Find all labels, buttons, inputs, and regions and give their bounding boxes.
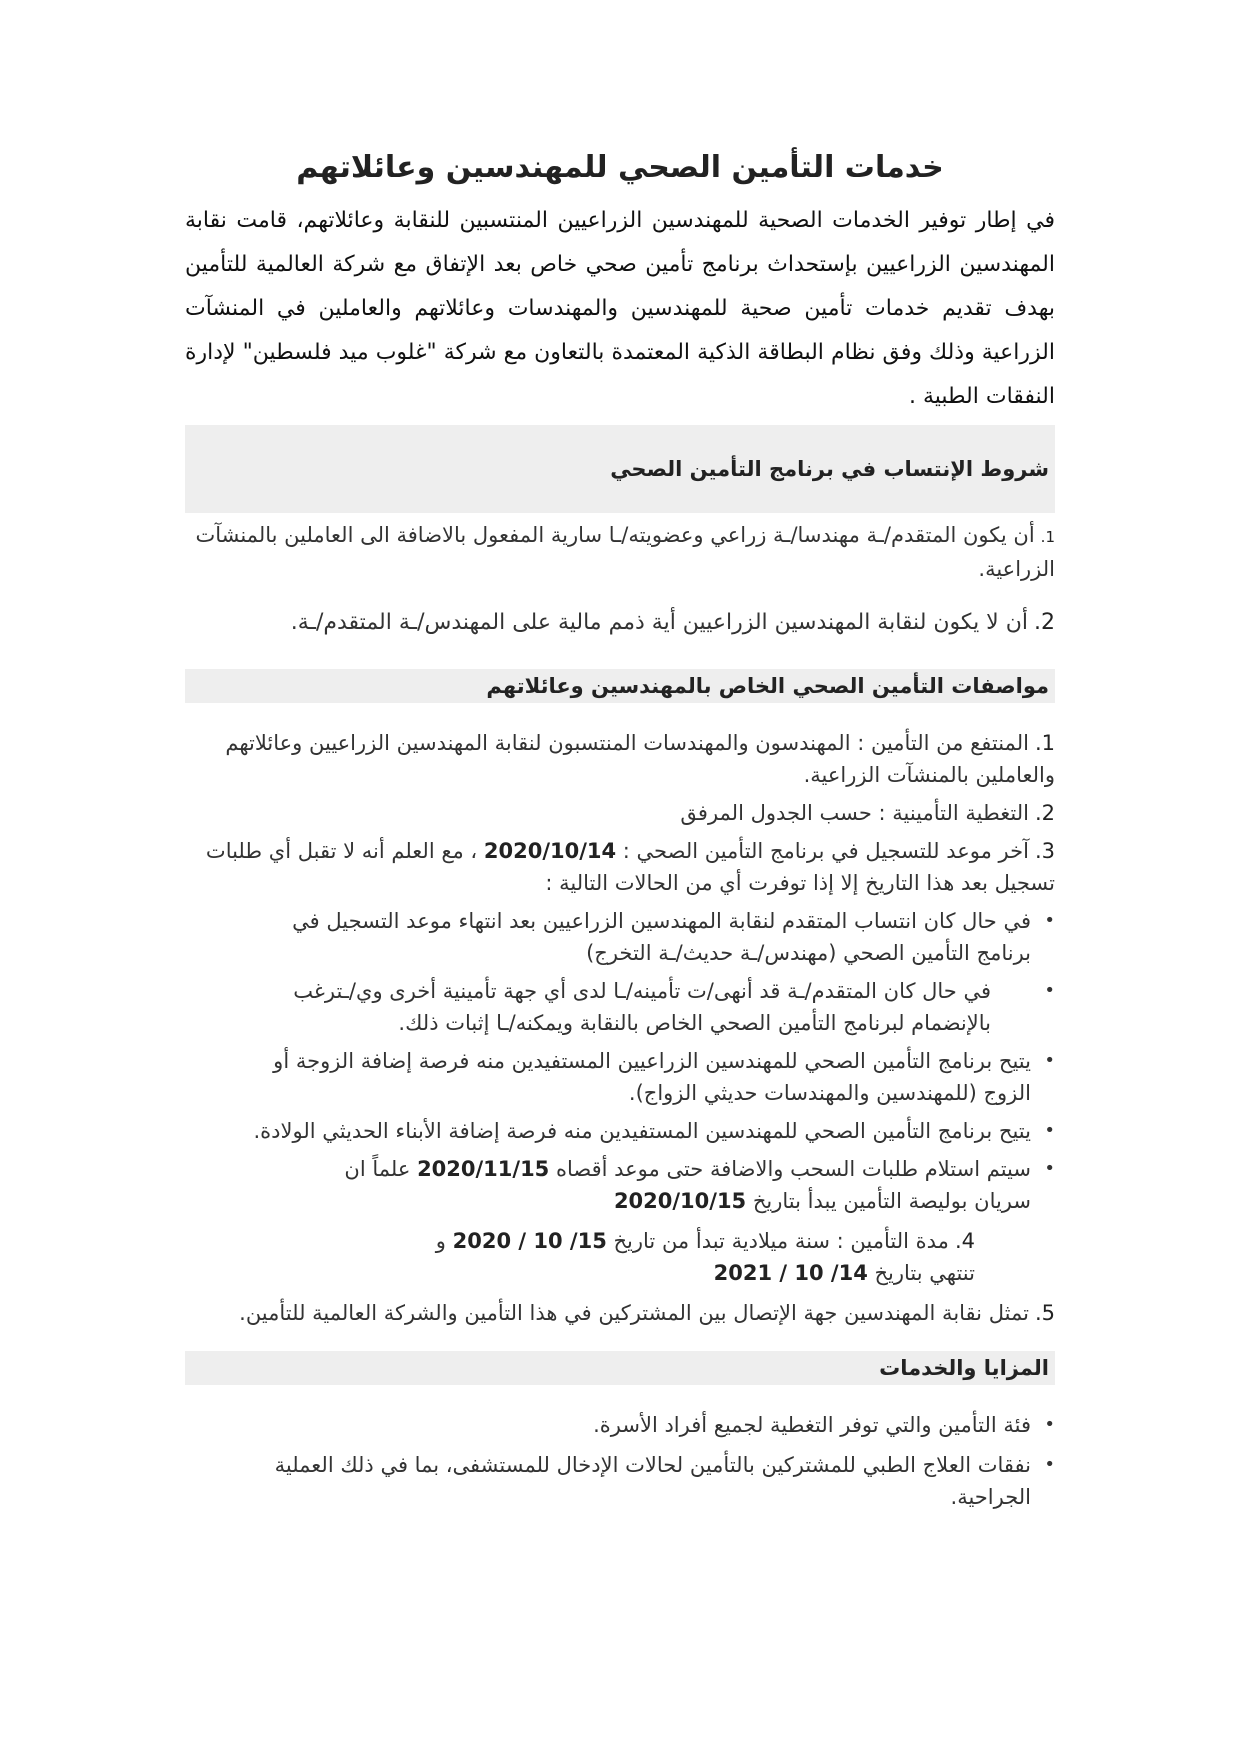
registration-deadline-date: 2020/10/14 bbox=[483, 839, 617, 863]
membership-condition-1 bbox=[185, 519, 1055, 585]
list-text: علماً ان سريان بوليصة التأمين يبدأ بتاريخ bbox=[344, 1157, 1031, 1213]
document-content bbox=[185, 150, 1055, 1513]
list-number: 1. bbox=[1034, 731, 1055, 755]
list-item: • نفقات العلاج الطبي للمشتركين بالتأمين لحالات الإدخال للمستشفى، بما في ذلك العملية الجراحية. bbox=[185, 1449, 1055, 1513]
list-text: ، مع العلم أنه لا تقبل أي طلبات تسجيل بعد هذا التاريخ إلا إذا توفرت أي من الحالات التالية : bbox=[205, 839, 1055, 895]
list-item: • في حال كان المتقدم/ـة قد أنهى/ت تأمينه/ـا لدى أي جهة تأمينية أخرى وي/ـترغب بالإنضمام لبرنامج التأمين الصحي الخاص بالنقابة ويمكنه/ـا إثبات ذلك. bbox=[185, 975, 1055, 1039]
list-item: • يتيح برنامج التأمين الصحي للمهندسين الزراعيين المستفيدين منه فرصة إضافة الزوجة أو الزوج (للمهندسين والمهندسات حديثي الزواج). bbox=[185, 1045, 1055, 1109]
list-item: • يتيح برنامج التأمين الصحي للمهندسين المستفيدين منه فرصة إضافة الأبناء الحديثي الولادة. bbox=[185, 1115, 1055, 1147]
spec-item-4 bbox=[185, 1225, 1055, 1289]
page-title: خدمات التأمين الصحي للمهندسين وعائلاتهم bbox=[296, 150, 944, 185]
list-text: المنتفع من التأمين : المهندسون والمهندسات المنتسبون لنقابة المهندسين الزراعيين وعائلاتهم والعاملين بالمنشآت الزراعية. bbox=[225, 731, 1055, 787]
withdrawal-deadline-date: 2020/11/15 bbox=[417, 1157, 550, 1181]
list-number: 5. bbox=[1034, 1301, 1055, 1325]
policy-start-date: 2020/10/15 bbox=[613, 1189, 747, 1213]
list-number: 4. bbox=[954, 1229, 975, 1253]
list-text: التغطية التأمينية : حسب الجدول المرفق bbox=[680, 801, 1029, 825]
section-heading-membership: شروط الإنتساب في برنامج التأمين الصحي bbox=[185, 425, 1055, 513]
list-text: أن لا يكون لنقابة المهندسين الزراعيين أية ذمم مالية على المهندس/ـة المتقدم/ـة. bbox=[290, 610, 1028, 635]
list-number: 2. bbox=[1034, 610, 1055, 635]
list-text: و تنتهي بتاريخ bbox=[435, 1229, 975, 1285]
insurance-end-date: 14/ 10 / 2021 bbox=[713, 1261, 868, 1285]
spec-item-3 bbox=[185, 835, 1055, 899]
list-text: سيتم استلام طلبات السحب والاضافة حتى موعد أقصاه bbox=[549, 1157, 1031, 1181]
list-number: 1. bbox=[1040, 528, 1055, 546]
exceptions-list bbox=[185, 905, 1055, 1217]
list-number: 3. bbox=[1034, 839, 1055, 863]
list-item: • فئة التأمين والتي توفر التغطية لجميع أفراد الأسرة. bbox=[185, 1409, 1055, 1441]
list-text: مدة التأمين : سنة ميلادية تبدأ من تاريخ bbox=[606, 1229, 949, 1253]
list-number: 2. bbox=[1034, 801, 1055, 825]
intro-paragraph: في إطار توفير الخدمات الصحية للمهندسين الزراعيين المنتسبين للنقابة وعائلاتهم، قامت نقابة المهندسين الزراعيين بإستحداث برنامج تأمين صحي خاص بعد الإتفاق مع شركة العالمية للتأمين بهدف تقديم خدمات تأمين صحية للمهندسين والمهندسات وعائلاتهم والعاملين في المنشآت الزراعية وذلك وفق نظام البطاقة الذكية المعتمدة بالتعاون مع شركة "غلوب ميد فلسطين" لإدارة النفقات الطبية . bbox=[185, 208, 1055, 409]
section-heading-specifications: مواصفات التأمين الصحي الخاص بالمهندسين وعائلاتهم bbox=[185, 669, 1055, 703]
section-heading-benefits: المزايا والخدمات bbox=[185, 1351, 1055, 1385]
list-text: أن يكون المتقدم/ـة مهندسا/ـة زراعي وعضويته/ـا سارية المفعول بالاضافة الى العاملين بالمنشآت الزراعية. bbox=[195, 523, 1055, 581]
list-text: تمثل نقابة المهندسين جهة الإتصال بين المشتركين في هذا التأمين والشركة العالمية للتأمين. bbox=[239, 1301, 1029, 1325]
insurance-start-date: 15/ 10 / 2020 bbox=[452, 1229, 607, 1253]
list-item: • في حال كان انتساب المتقدم لنقابة المهندسين الزراعيين بعد انتهاء موعد التسجيل في برنامج التأمين الصحي (مهندس/ـة حديث/ـة التخرج) bbox=[185, 905, 1055, 969]
list-item bbox=[185, 1153, 1055, 1217]
benefits-list bbox=[185, 1409, 1055, 1513]
membership-condition-2 bbox=[185, 607, 1055, 639]
spec-item-1 bbox=[185, 727, 1055, 791]
list-text: آخر موعد للتسجيل في برنامج التأمين الصحي : bbox=[616, 839, 1029, 863]
spec-item-5 bbox=[185, 1297, 1055, 1329]
spec-item-2 bbox=[185, 797, 1055, 829]
